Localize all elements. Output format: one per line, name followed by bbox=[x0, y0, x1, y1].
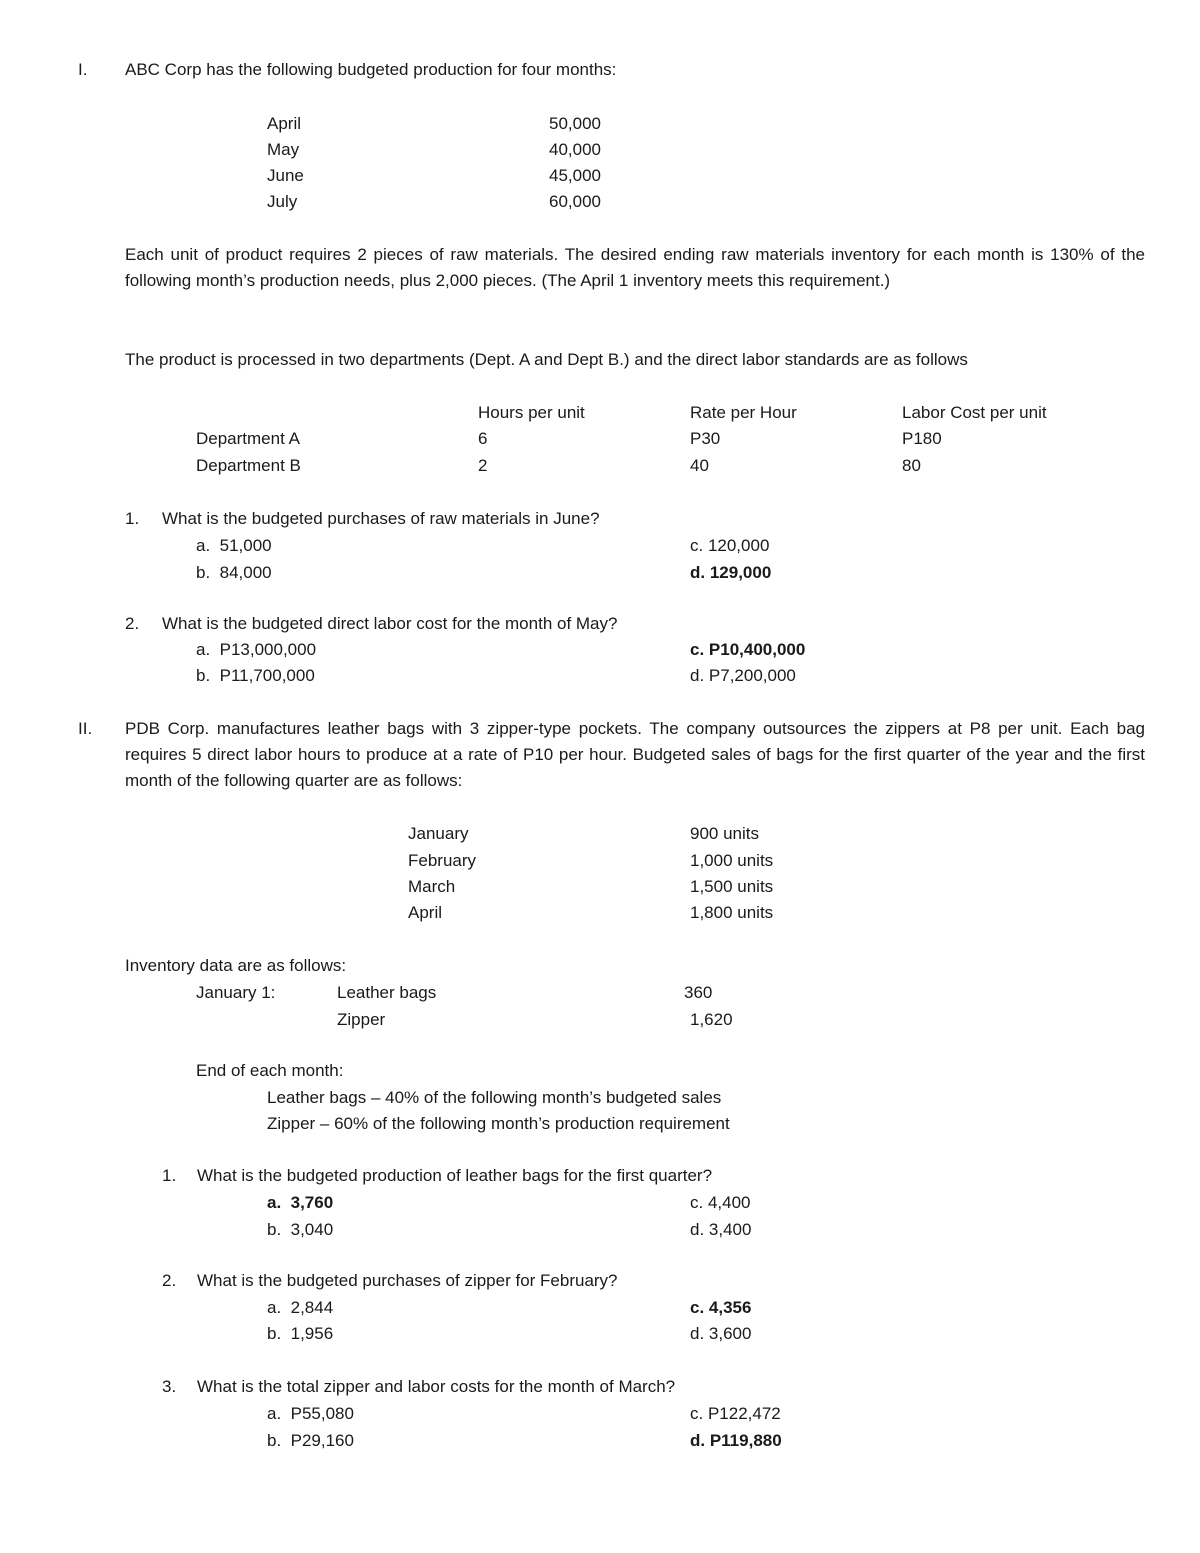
sales-month: January bbox=[408, 824, 469, 843]
inventory-title: Inventory data are as follows: bbox=[125, 956, 347, 975]
labor-cost: P180 bbox=[902, 429, 942, 448]
choice-d: d. P7,200,000 bbox=[690, 666, 796, 685]
choice-c: c. 4,400 bbox=[690, 1193, 751, 1212]
production-month: July bbox=[267, 192, 298, 211]
end-of-month-line: Zipper – 60% of the following month’s production requirement bbox=[267, 1114, 730, 1133]
section-intro: PDB Corp. manufactures leather bags with 3 zipper-type pockets. The company outsources the zippers at P8 per unit. Each bag requires 5 direct labor hours to produce at a rate of P10 per hour. Budgeted sales of bags for the first quarter of the year and the first month of the following quarter are as follows: bbox=[125, 719, 1145, 790]
sales-month: February bbox=[408, 851, 477, 870]
question-text: What is the budgeted purchases of zipper for February? bbox=[197, 1271, 618, 1290]
choice-a: a. P13,000,000 bbox=[196, 640, 317, 659]
inventory-value: 1,620 bbox=[690, 1010, 733, 1029]
sales-value: 1,000 units bbox=[690, 851, 774, 870]
sales-month: March bbox=[408, 877, 456, 896]
choice-c-answer: c. P10,400,000 bbox=[690, 640, 806, 659]
question-number: 3. bbox=[162, 1377, 177, 1396]
choice-c: c. 120,000 bbox=[690, 536, 770, 555]
choice-d-answer: d. 129,000 bbox=[690, 563, 772, 582]
labor-rate: P30 bbox=[690, 429, 721, 448]
choice-d-answer: d. P119,880 bbox=[690, 1431, 782, 1450]
inventory-item: Zipper bbox=[337, 1010, 386, 1029]
end-of-month-title: End of each month: bbox=[196, 1061, 344, 1080]
question-text: What is the budgeted production of leather bags for the first quarter? bbox=[197, 1166, 713, 1185]
inventory-date-label: January 1: bbox=[196, 983, 276, 1002]
choice-a: a. 51,000 bbox=[196, 536, 272, 555]
production-month: May bbox=[267, 140, 300, 159]
labor-cost: 80 bbox=[902, 456, 921, 475]
end-of-month-line: Leather bags – 40% of the following month’s budgeted sales bbox=[267, 1088, 722, 1107]
production-month: April bbox=[267, 114, 302, 133]
labor-rate: 40 bbox=[690, 456, 709, 475]
choice-b: b. P29,160 bbox=[267, 1431, 354, 1450]
question-text: What is the budgeted direct labor cost for the month of May? bbox=[162, 614, 618, 633]
production-value: 40,000 bbox=[549, 140, 601, 159]
choice-b: b. 3,040 bbox=[267, 1220, 334, 1239]
labor-header: Rate per Hour bbox=[690, 403, 797, 422]
choice-b: b. 1,956 bbox=[267, 1324, 334, 1343]
labor-hours: 2 bbox=[478, 456, 488, 475]
sales-value: 900 units bbox=[690, 824, 759, 843]
sales-month: April bbox=[408, 903, 443, 922]
section-numeral: I. bbox=[78, 60, 88, 79]
inventory-value: 360 bbox=[684, 983, 713, 1002]
choice-b: b. 84,000 bbox=[196, 563, 272, 582]
question-number: 2. bbox=[125, 614, 140, 633]
inventory-item: Leather bags bbox=[337, 983, 437, 1002]
paragraph-raw-materials: Each unit of product requires 2 pieces of raw materials. The desired ending raw materials inventory for each month is 130% of the following month’s production needs, plus 2,000 pieces. (The April 1 inventory meets this requirement.) bbox=[125, 245, 1145, 290]
choice-c: c. P122,472 bbox=[690, 1404, 781, 1423]
sales-value: 1,500 units bbox=[690, 877, 774, 896]
paragraph-departments: The product is processed in two departments (Dept. A and Dept B.) and the direct labor standards are as follows bbox=[125, 350, 968, 369]
sales-value: 1,800 units bbox=[690, 903, 774, 922]
choice-a: a. P55,080 bbox=[267, 1404, 354, 1423]
choice-a: a. 2,844 bbox=[267, 1298, 334, 1317]
choice-a-answer: a. 3,760 bbox=[267, 1193, 334, 1212]
production-value: 60,000 bbox=[549, 192, 601, 211]
question-number: 2. bbox=[162, 1271, 177, 1290]
question-number: 1. bbox=[125, 509, 140, 528]
labor-header: Labor Cost per unit bbox=[902, 403, 1047, 422]
question-text: What is the total zipper and labor costs for the month of March? bbox=[197, 1377, 676, 1396]
question-number: 1. bbox=[162, 1166, 177, 1185]
question-text: What is the budgeted purchases of raw materials in June? bbox=[162, 509, 600, 528]
choice-b: b. P11,700,000 bbox=[196, 666, 315, 685]
choice-d: d. 3,600 bbox=[690, 1324, 752, 1343]
section-numeral: II. bbox=[78, 719, 93, 738]
labor-dept: Department A bbox=[196, 429, 300, 448]
labor-hours: 6 bbox=[478, 429, 488, 448]
choice-c-answer: c. 4,356 bbox=[690, 1298, 752, 1317]
section-intro: ABC Corp has the following budgeted production for four months: bbox=[125, 60, 617, 79]
labor-dept: Department B bbox=[196, 456, 301, 475]
choice-d: d. 3,400 bbox=[690, 1220, 752, 1239]
production-value: 50,000 bbox=[549, 114, 601, 133]
labor-header: Hours per unit bbox=[478, 403, 585, 422]
production-value: 45,000 bbox=[549, 166, 601, 185]
production-month: June bbox=[267, 166, 304, 185]
